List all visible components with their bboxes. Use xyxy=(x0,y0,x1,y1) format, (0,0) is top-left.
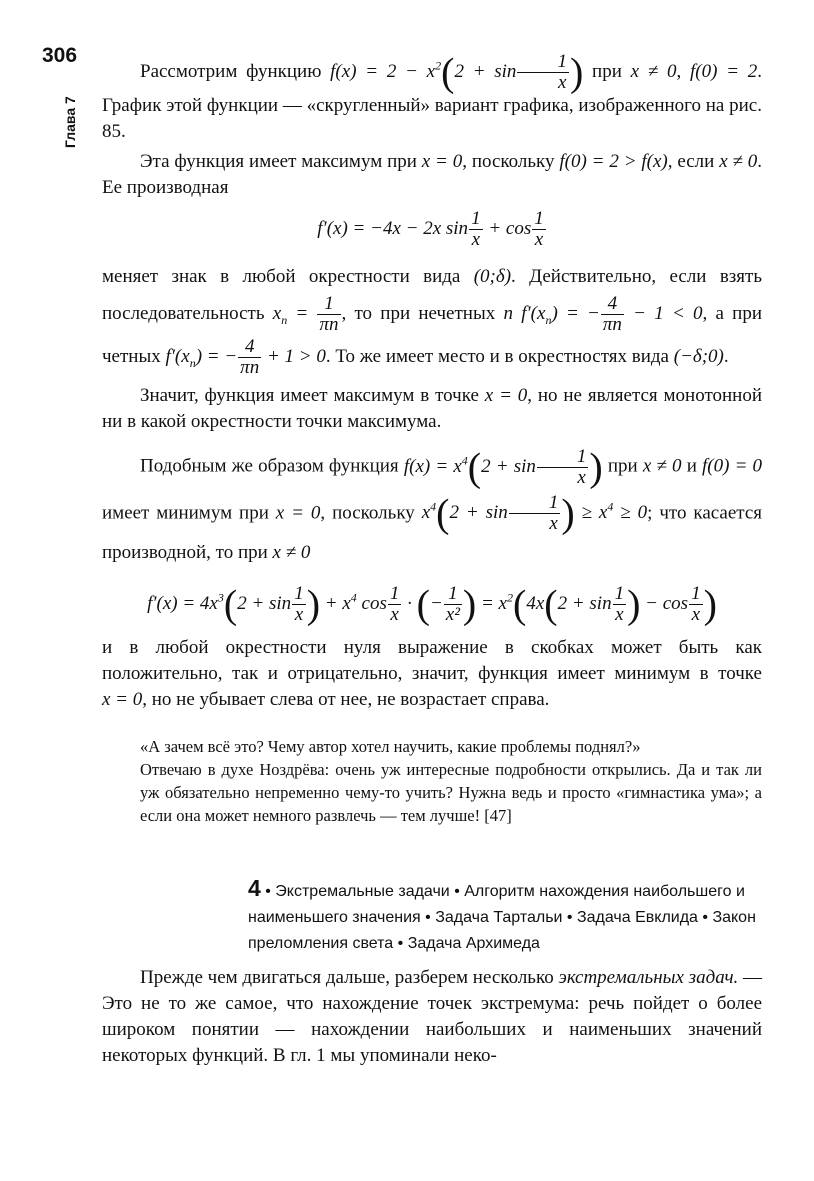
paragraph-neighborhood: и в любой окрестности нуля выражение в скобках может быть как положительно, так и отрицательно, значит, функция имеет минимум в точке x = 0, но не убывает слева от нее, не возрастает справа. xyxy=(102,637,762,711)
text: График этой функции — «скругленный» вариант графика, изображенного на рис. 85. xyxy=(102,95,762,142)
math-inline: x = 0 xyxy=(102,689,143,711)
math-odd: $f'(x_n)$ = − $\frac{4}{\pi n}$ − 1 < 0 xyxy=(521,293,703,335)
formula-derivative-2: $f'(x) = 4x^3(2 + \sin$ $\frac{1}{x}$ ) + $x^4$ cos $\frac{1}{x}$ · (− $\frac{1}{\text{x²}}$ ) = $x^2(4x(2 + \sin$ $\frac{1}{x}$ ) − cos $\frac{1}{x}$ ) xyxy=(147,581,717,627)
section-title: • Экстремальные задачи • Алгоритм нахождения наибольшего и наименьшего значения • Задача Тартальи • Задача Евклида • Закон преломления света • Задача Архимеда xyxy=(248,883,756,953)
paragraph-minimum: Подобным же образом функция $f(x) = x^4(2 + \sin$ $\frac{1}{x}$ ) при x ≠ 0 и f(0) = 0 имеет минимум при x = 0, поскольку $x^4(2 + \sin$ $\frac{1}{x}$ ) ≥ $x^4 \ge 0$; что касается производной, то при x ≠ 0 xyxy=(102,444,763,564)
text: Рассмотрим функцию xyxy=(140,60,322,82)
math-inline: x ≠ 0 xyxy=(630,60,677,82)
math-sequence: $x_n$ = $\frac{1}{\pi n}$ xyxy=(272,293,339,335)
math-inline: x = 0 xyxy=(421,151,463,172)
math-inline: (−δ;0) xyxy=(673,345,724,367)
page-number: 306 xyxy=(42,44,78,67)
quote-line: «А зачем всё это? Чему автор хотел научить, какие проблемы поднял?» xyxy=(140,737,641,757)
math-inequality: $x^4(2 + \sin$ $\frac{1}{x}$ ) ≥ $x^4 \ge 0$ xyxy=(421,490,648,536)
formula-derivative-1: f′(x) = −4x − 2x sin $\frac{1}{x}$ + cos $\frac{1}{x}$ xyxy=(317,208,544,250)
section-number: 4 xyxy=(248,875,261,902)
paragraph-sign-change: меняет знак в любой окрестности вида (0;δ). Действительно, если взять последовательность $x_n$ = $\frac{1}{\pi n}$ , то при нечетных n $f'(x_n)$ = − $\frac{4}{\pi n}$ − 1 < 0, а при четных $f'(x_n)$ = − $\frac{4}{\pi n}$ + 1 > 0. То же имеет место и в окрестностях вида (−δ;0). xyxy=(102,266,763,378)
text: при xyxy=(592,60,622,82)
math-inline: x ≠ 0 xyxy=(719,151,758,172)
section-heading xyxy=(248,875,762,957)
paragraph-function-def: Рассмотрим функцию $f(x) = 2 - x^2(2 + \sin$ $\frac{1}{x}$ ) при x ≠ 0, f(0) = 2. График этой функции — «скругленный» вариант графика, изображенного на рис. 85. xyxy=(102,49,763,142)
paragraph-conclusion: Значит, функция имеет максимум в точке x = 0, но не является монотонной ни в какой окрестности точки максимума. xyxy=(102,385,763,433)
math-inline: f(0) = 2 > f(x) xyxy=(559,151,668,172)
math-inline: n xyxy=(503,302,513,324)
math-even: $f'(x_n)$ = − $\frac{4}{\pi n}$ + 1 > 0 xyxy=(165,335,326,378)
chapter-label: Глава 7 xyxy=(62,96,78,148)
math-inline: f(0) = 0 xyxy=(702,455,763,477)
paragraph-extremal-problems: Прежде чем двигаться дальше, разберем несколько экстремальных задач. — Это не то же самое, что нахождение точек экстремума: речь пойдет о более широком понятии — нахождении наибольших и наименьших значений некоторых функций. В гл. 1 мы упоминали неко- xyxy=(102,967,763,1067)
emphasis-text: экстремальных задач. xyxy=(558,967,739,989)
math-f-def: $f(x) = 2 - x^2(2 + \sin$ $\frac{1}{x}$ ) xyxy=(330,49,584,95)
quote-line: Отвечаю в духе Ноздрёва: очень уж интересные подробности открылись. Да и так ли уж обязательно непременно чему-то учить? Нужна ведь и просто «гимнастика ума»; а если она может немного развлечь — тем лучше! [47] xyxy=(140,760,762,826)
page-content xyxy=(102,49,763,1069)
math-inline: x = 0 xyxy=(275,502,321,524)
epigraph-quote xyxy=(140,735,762,827)
math-f-min: $f(x) = x^4(2 + \sin$ $\frac{1}{x}$ ) xyxy=(403,444,603,490)
math-inline: x ≠ 0 xyxy=(642,455,682,477)
math-inline: x ≠ 0 xyxy=(272,542,311,564)
paragraph-maximum: Эта функция имеет максимум при x = 0, поскольку f(0) = 2 > f(x), если x ≠ 0. Ее производная xyxy=(102,151,763,198)
math-inline: (0;δ) xyxy=(473,266,512,287)
math-inline: f(0) = 2 xyxy=(690,60,758,82)
math-inline: x = 0 xyxy=(484,385,528,407)
